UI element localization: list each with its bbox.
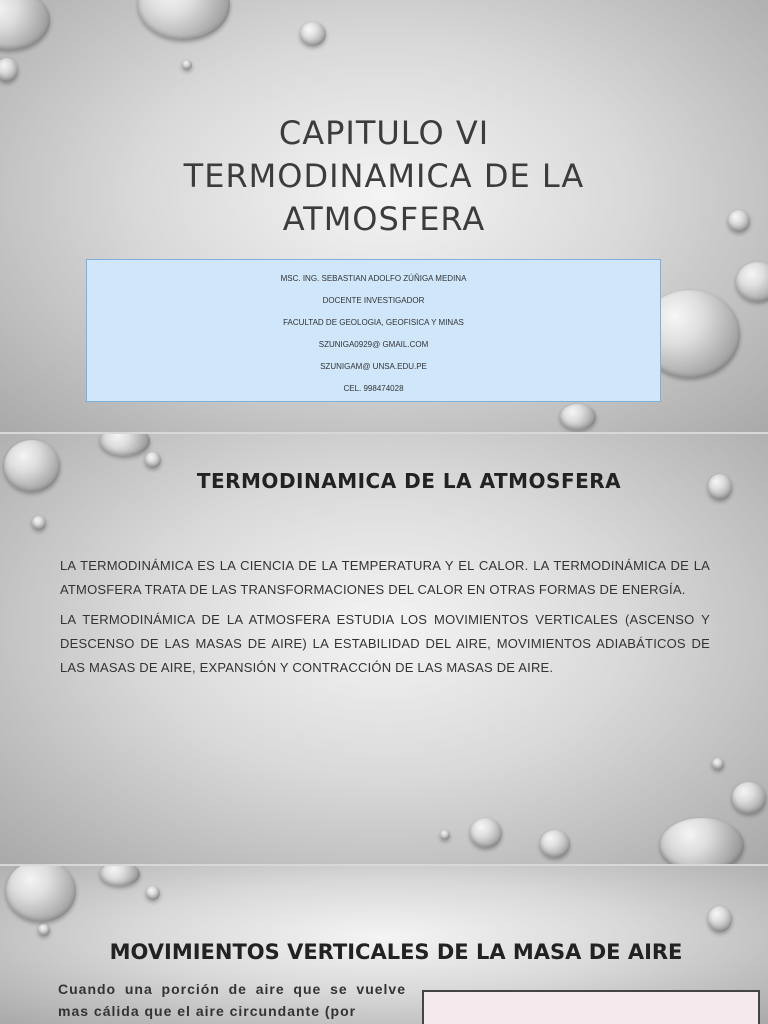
water-drop-decoration	[470, 818, 502, 848]
water-drop-decoration	[6, 866, 76, 922]
slide-body	[60, 554, 710, 686]
water-drop-decoration	[540, 830, 570, 858]
water-drop-decoration	[145, 452, 161, 468]
email-unsa: SZUNIGAM@ UNSA.EDU.PE	[320, 362, 427, 371]
water-drop-decoration	[38, 924, 50, 936]
water-drop-decoration	[708, 906, 732, 932]
water-drop-decoration	[100, 866, 140, 886]
slide-title: CAPITULO VI TERMODINAMICA DE LA ATMOSFERA	[183, 114, 585, 238]
paragraph: LA TERMODINÁMICA ES LA CIENCIA DE LA TEMPERATURA Y EL CALOR. LA TERMODINÁMICA DE LA ATMOSFERA TRATA DE LAS TRANSFORMACIONES DEL CALOR EN OTRAS FORMAS DE ENERGÍA.	[60, 558, 710, 597]
content-slide-vertical-movements	[0, 866, 768, 1024]
water-drop-decoration	[100, 434, 150, 456]
water-drop-decoration	[660, 818, 744, 864]
email-gmail: SZUNIGA0929@ GMAIL.COM	[318, 340, 429, 349]
author-role: DOCENTE INVESTIGADOR	[322, 296, 425, 305]
phone: CEL. 998474028	[343, 384, 404, 393]
water-drop-decoration	[560, 404, 596, 430]
content-slide-thermodynamics	[0, 434, 768, 864]
water-drop-decoration	[712, 758, 724, 770]
slide-heading: MOVIMIENTOS VERTICALES DE LA MASA DE AIRE	[109, 940, 683, 964]
water-drop-decoration	[736, 262, 768, 302]
slide-heading: TERMODINAMICA DE LA ATMOSFERA	[196, 469, 622, 493]
water-drop-decoration	[182, 60, 192, 70]
water-drop-decoration	[732, 782, 766, 814]
water-drop-decoration	[300, 22, 326, 46]
water-drop-decoration	[0, 0, 50, 50]
water-drop-decoration	[440, 830, 450, 840]
figure-box	[422, 990, 760, 1024]
paragraph: LA TERMODINÁMICA DE LA ATMOSFERA ESTUDIA LOS MOVIMIENTOS VERTICALES (ASCENSO Y DESCENSO DE LAS MASAS DE AIRE) LA ESTABILIDAD DEL AIRE, MOVIMIENTOS ADIABÁTICOS DE LAS MASAS DE AIRE, EXPANSIÓN Y CONTRACCIÓN DE LAS MASAS DE AIRE.	[60, 612, 710, 675]
author-info-box	[86, 259, 661, 402]
water-drop-decoration	[138, 0, 230, 40]
slide-body: Cuando una porción de aire que se vuelve mas cálida que el aire circundante (por	[58, 981, 406, 1019]
water-drop-decoration	[32, 516, 46, 530]
author-name: MSC. ING. SEBASTIAN ADOLFO ZÚÑIGA MEDINA	[280, 274, 467, 283]
water-drop-decoration	[146, 886, 160, 900]
faculty: FACULTAD DE GEOLOGIA, GEOFISICA Y MINAS	[283, 318, 464, 327]
title-slide	[0, 0, 768, 432]
water-drop-decoration	[0, 58, 18, 82]
